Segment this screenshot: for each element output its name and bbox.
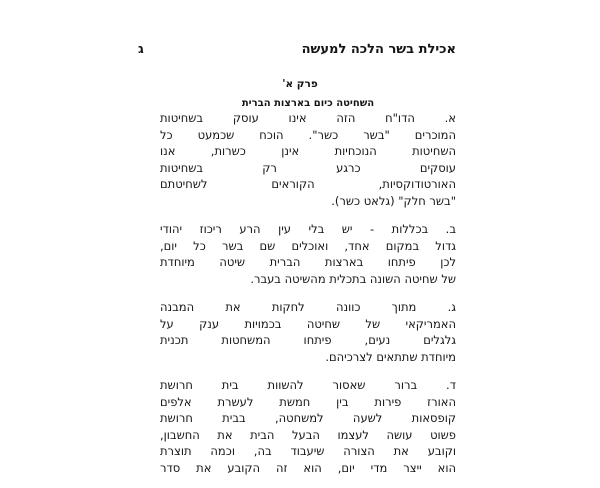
text-line: האמריקאי של שחיטה בכמויות ענק על xyxy=(160,316,456,331)
section-title: השחיטה כיום בארצות הברית xyxy=(241,98,375,109)
text-line: השחיטות הנוכחיות אינן כשרות, אנו xyxy=(160,144,456,158)
paragraph xyxy=(160,221,456,287)
text-line: א. הדו"ח הזה אינו עוסק בשחיטות xyxy=(160,111,456,125)
text-line: האורטודוקסיות, הקוראים לשחיטתם xyxy=(160,177,456,191)
text-line: האורז פירות בין חמשת לעשרת אלפים xyxy=(160,394,456,409)
running-header xyxy=(138,40,456,64)
paragraph xyxy=(160,377,456,476)
text-line: גדול במקום אחד, ואוכלים שם בשר כל יום, xyxy=(160,238,456,253)
text-line: ב. בכללות - יש בלי עין הרע ריכוז יהודי xyxy=(160,222,456,236)
text-line: לכן פיתחו בארצות הברית שיטה מיוחדת xyxy=(160,255,456,269)
text-line: קופסאות לשעה למשחטה, בבית חרושת xyxy=(160,411,456,425)
text-line: הוא ייצר מדי יום, הוא זה הקובע את סדר xyxy=(160,460,456,475)
page-number: ג xyxy=(138,42,144,57)
text-line: ג. מתוך כוונה לחקות את המבנה xyxy=(160,300,456,314)
text-line: ד. ברור שאסור להשוות בית חרושת xyxy=(160,378,456,392)
text-line: פשוט עושה לעצמו הבעל הבית את החשבון, xyxy=(160,427,456,442)
text-line: וקובע את הצורה שיעבוד בה, וכמה תוצרת xyxy=(160,444,456,458)
text-line: גלגלים נעים, פיתחו המשחטות תכנית xyxy=(160,333,456,347)
text-line: של שחיטה השונה בתכלית מהשיטה בעבר. xyxy=(250,271,456,286)
body-text xyxy=(160,110,456,488)
paragraph xyxy=(160,110,456,209)
text-line: "בשר חלק" (גלאט כשר). xyxy=(331,193,456,208)
text-line: מיוחדת שתתאים לצרכיהם. xyxy=(325,349,456,364)
text-line: עוסקים כרגע רק בשחיטות xyxy=(160,160,456,175)
running-title: אכילת בשר הלכה למעשה xyxy=(301,42,456,57)
chapter-heading: פרק א' xyxy=(282,78,318,90)
paragraph xyxy=(160,299,456,365)
text-line: המוכרים "בשר כשר". הוכח שכמעט כל xyxy=(160,127,456,142)
